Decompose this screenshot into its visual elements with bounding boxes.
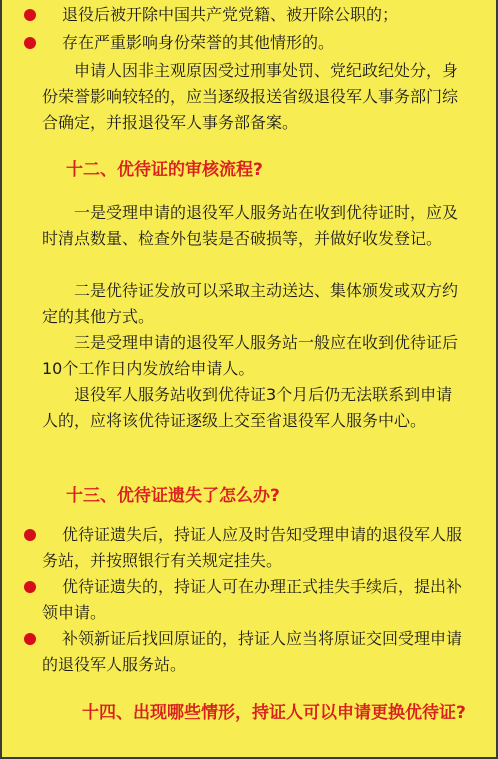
bullet-text: 退役后被开除中国共产党党籍、被开除公职的； (62, 5, 399, 24)
bullet-text: 优待证遗失后，持证人应及时告知受理申请的退役军人服务站，并按照银行有关规定挂失。 (42, 525, 463, 570)
bullet-dot-icon (24, 581, 36, 593)
bullet-dot-icon (24, 37, 36, 49)
paragraph-12-1: 一是受理申请的退役军人服务站在收到优待证时，应及时清点数量、检查外包装是否破损等，并做好收发登记。 (42, 203, 459, 248)
section-heading-14: 十四、出现哪些情形，持证人可以申请更换优待证? (82, 703, 466, 723)
paragraph-12-2: 二是优待证发放可以采取主动送达、集体颁发或双方约定的其他方式。 (42, 281, 459, 326)
paragraph-12-3: 三是受理申请的退役军人服务站一般应在收到优待证后10个工作日内发放给申请人。 (42, 333, 459, 378)
section-heading-12: 十二、优待证的审核流程? (66, 160, 263, 180)
bullet-text: 优待证遗失的，持证人可在办理正式挂失手续后，提出补领申请。 (42, 577, 463, 622)
bullet-text: 补领新证后找回原证的，持证人应当将原证交回受理申请的退役军人服务站。 (42, 629, 463, 674)
bullet-dot-icon (24, 529, 36, 541)
bullet-dot-icon (24, 9, 36, 21)
bullet-dot-icon (24, 633, 36, 645)
paragraph-criminal-penalty: 申请人因非主观原因受过刑事处罚、党纪政纪处分，身份荣誉影响较轻的，应当逐级报送省级退役军人事务部门综合确定，并报退役军人事务部备案。 (42, 61, 459, 132)
bullet-text: 存在严重影响身份荣誉的其他情形的。 (62, 33, 335, 52)
section-heading-13: 十三、优待证遗失了怎么办? (66, 486, 280, 506)
paragraph-12-4: 退役军人服务站收到优待证3个月后仍无法联系到申请人的，应将该优待证逐级上交至省退役军人服务中心。 (42, 385, 453, 430)
